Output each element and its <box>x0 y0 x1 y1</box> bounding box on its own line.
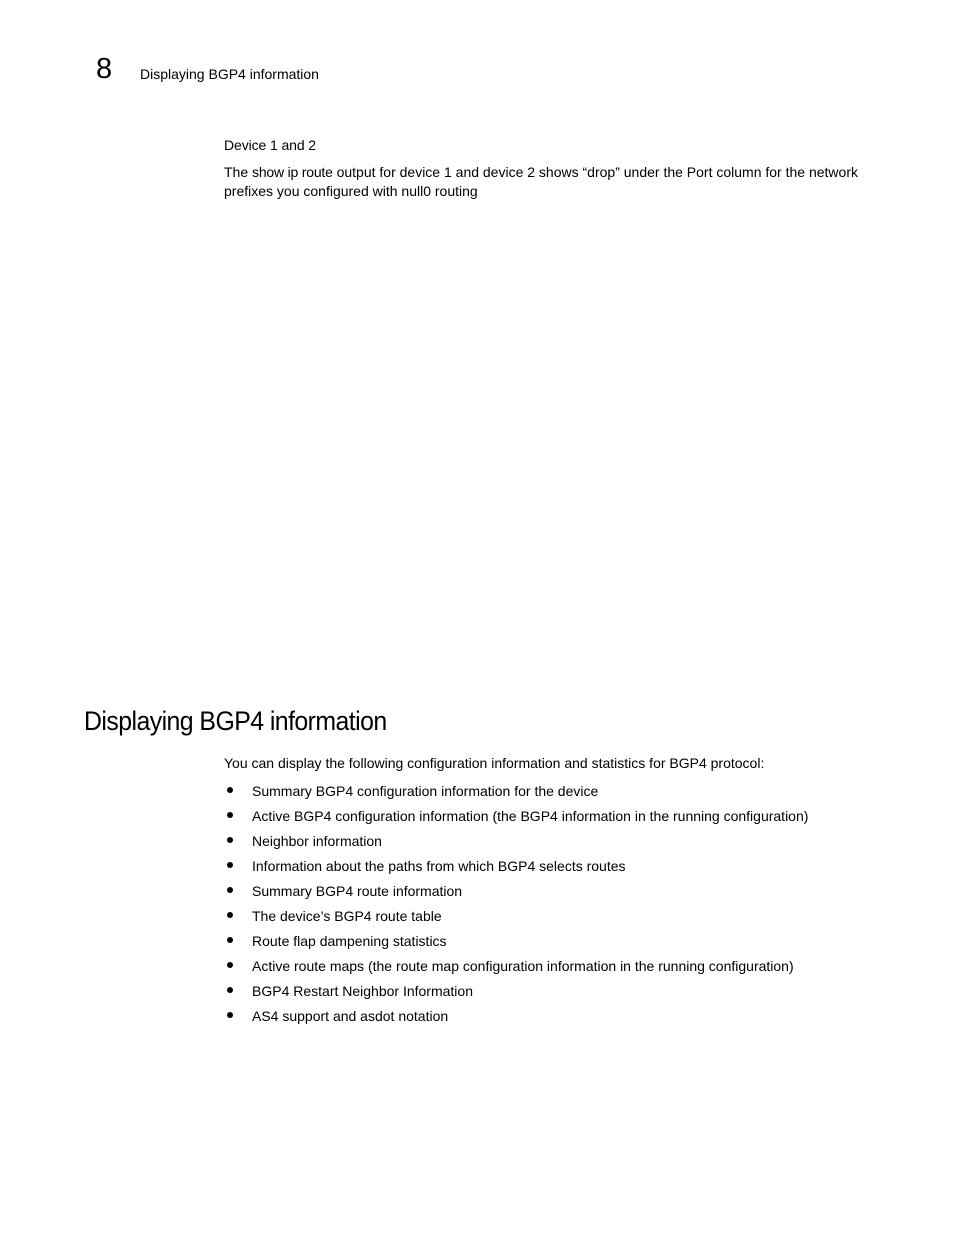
list-item <box>224 807 808 832</box>
list-item <box>224 782 808 807</box>
list-item <box>224 932 808 957</box>
bullet-icon <box>227 937 233 943</box>
list-item-text: BGP4 Restart Neighbor Information <box>252 983 473 999</box>
paragraph-text-before: The <box>224 164 253 180</box>
device-section-paragraph <box>224 163 864 201</box>
bullet-icon <box>227 812 233 818</box>
list-item-text: Active BGP4 configuration information (the BGP4 information in the running configuration) <box>252 808 809 824</box>
bullet-icon <box>227 1012 233 1018</box>
bullet-icon <box>227 837 233 843</box>
list-item <box>224 1007 808 1032</box>
bullet-icon <box>227 862 233 868</box>
bullet-icon <box>227 787 233 793</box>
bullet-icon <box>227 987 233 993</box>
section-title: Displaying BGP4 information <box>84 706 387 736</box>
list-item-text: Neighbor information <box>252 833 382 849</box>
bullet-icon <box>227 912 233 918</box>
list-item-text: Route flap dampening statistics <box>252 933 447 949</box>
list-item <box>224 982 808 1007</box>
device-section-heading: Device 1 and 2 <box>224 137 316 153</box>
list-item <box>224 907 808 932</box>
bullet-icon <box>227 887 233 893</box>
list-item-text: The device’s BGP4 route table <box>252 908 442 924</box>
running-header-title: Displaying BGP4 information <box>140 66 319 82</box>
paragraph-text-after: output for device 1 and device 2 shows “drop” under the Port column for the network prefixes you configured with null0 routing <box>224 164 858 199</box>
list-item-text: AS4 support and asdot notation <box>252 1008 449 1024</box>
list-item-text: Summary BGP4 route information <box>252 883 463 899</box>
list-item-text: Information about the paths from which BGP4 selects routes <box>252 858 626 874</box>
command-name: show ip route <box>252 164 333 180</box>
list-item-text: Summary BGP4 configuration information for the device <box>252 783 599 799</box>
bullet-icon <box>227 962 233 968</box>
bullet-list <box>224 782 808 1032</box>
list-item <box>224 832 808 857</box>
list-item <box>224 882 808 907</box>
list-item-text: Active route maps (the route map configuration information in the running configuration) <box>252 958 794 974</box>
list-item <box>224 957 808 982</box>
list-item <box>224 857 808 882</box>
section-intro: You can display the following configuration information and statistics for BGP4 protocol: <box>224 755 765 771</box>
chapter-number: 8 <box>96 53 113 85</box>
